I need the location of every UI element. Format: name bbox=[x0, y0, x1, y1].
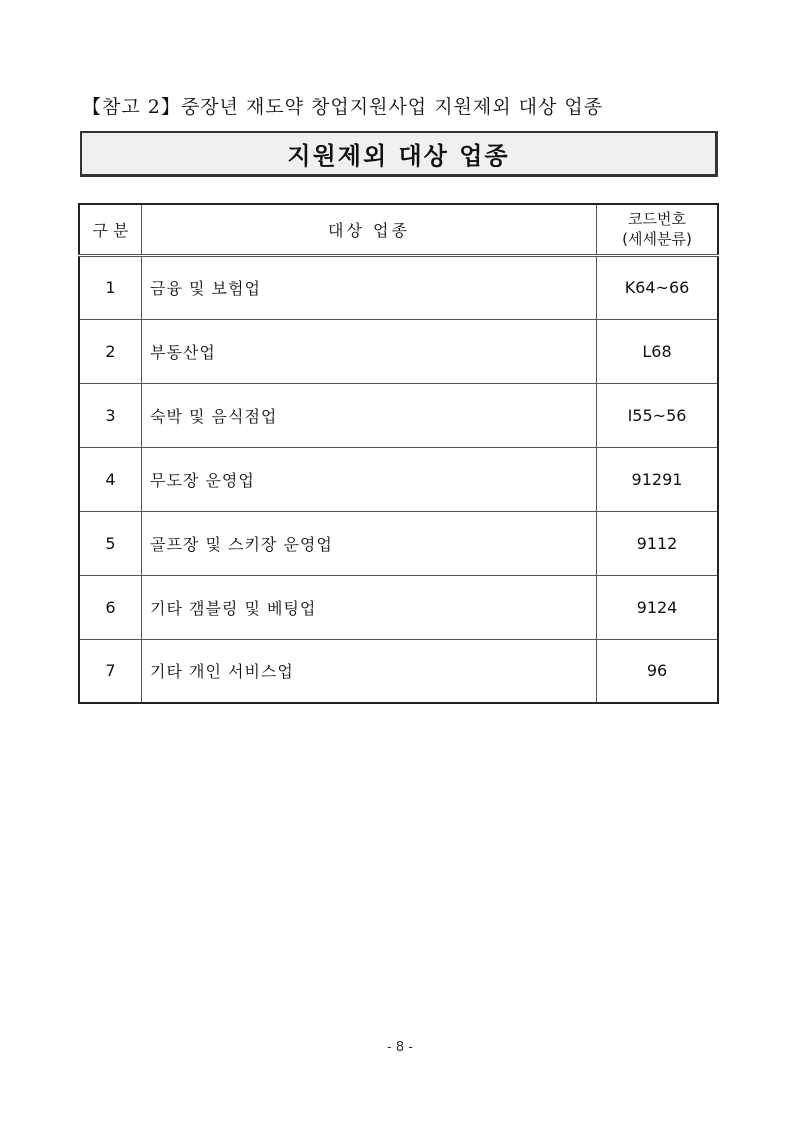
table-row bbox=[79, 511, 718, 575]
row-industry: 숙박 및 음식점업 bbox=[142, 383, 597, 447]
row-no: 4 bbox=[79, 447, 142, 511]
row-code: I55~56 bbox=[597, 383, 719, 447]
row-industry: 골프장 및 스키장 운영업 bbox=[142, 511, 597, 575]
table-header-row bbox=[79, 204, 718, 255]
title-box bbox=[80, 131, 718, 177]
header-code bbox=[597, 204, 719, 255]
table-row bbox=[79, 255, 718, 319]
row-no: 2 bbox=[79, 319, 142, 383]
header-code-line2: (세세분류) bbox=[622, 230, 692, 249]
row-no: 5 bbox=[79, 511, 142, 575]
page-title: 지원제외 대상 업종 bbox=[287, 142, 510, 170]
row-code: K64~66 bbox=[597, 255, 719, 319]
table-row bbox=[79, 319, 718, 383]
row-industry: 부동산업 bbox=[142, 319, 597, 383]
row-code: L68 bbox=[597, 319, 719, 383]
excluded-industries-table bbox=[78, 203, 719, 704]
header-industry: 대상 업종 bbox=[142, 204, 597, 255]
table-row bbox=[79, 575, 718, 639]
row-code: 91291 bbox=[597, 447, 719, 511]
row-industry: 기타 개인 서비스업 bbox=[142, 639, 597, 703]
row-no: 7 bbox=[79, 639, 142, 703]
header-no: 구 분 bbox=[79, 204, 142, 255]
table-row bbox=[79, 639, 718, 703]
row-industry: 기타 갬블링 및 베팅업 bbox=[142, 575, 597, 639]
page-number: - 8 - bbox=[387, 1040, 413, 1055]
table-row bbox=[79, 447, 718, 511]
row-industry: 금융 및 보험업 bbox=[142, 255, 597, 319]
section-heading: 【참고 2】중장년 재도약 창업지원사업 지원제외 대상 업종 bbox=[82, 96, 604, 118]
row-code: 9112 bbox=[597, 511, 719, 575]
table-row bbox=[79, 383, 718, 447]
row-industry: 무도장 운영업 bbox=[142, 447, 597, 511]
header-code-line1: 코드번호 bbox=[628, 210, 686, 229]
row-no: 6 bbox=[79, 575, 142, 639]
row-code: 96 bbox=[597, 639, 719, 703]
row-no: 1 bbox=[79, 255, 142, 319]
row-no: 3 bbox=[79, 383, 142, 447]
row-code: 9124 bbox=[597, 575, 719, 639]
